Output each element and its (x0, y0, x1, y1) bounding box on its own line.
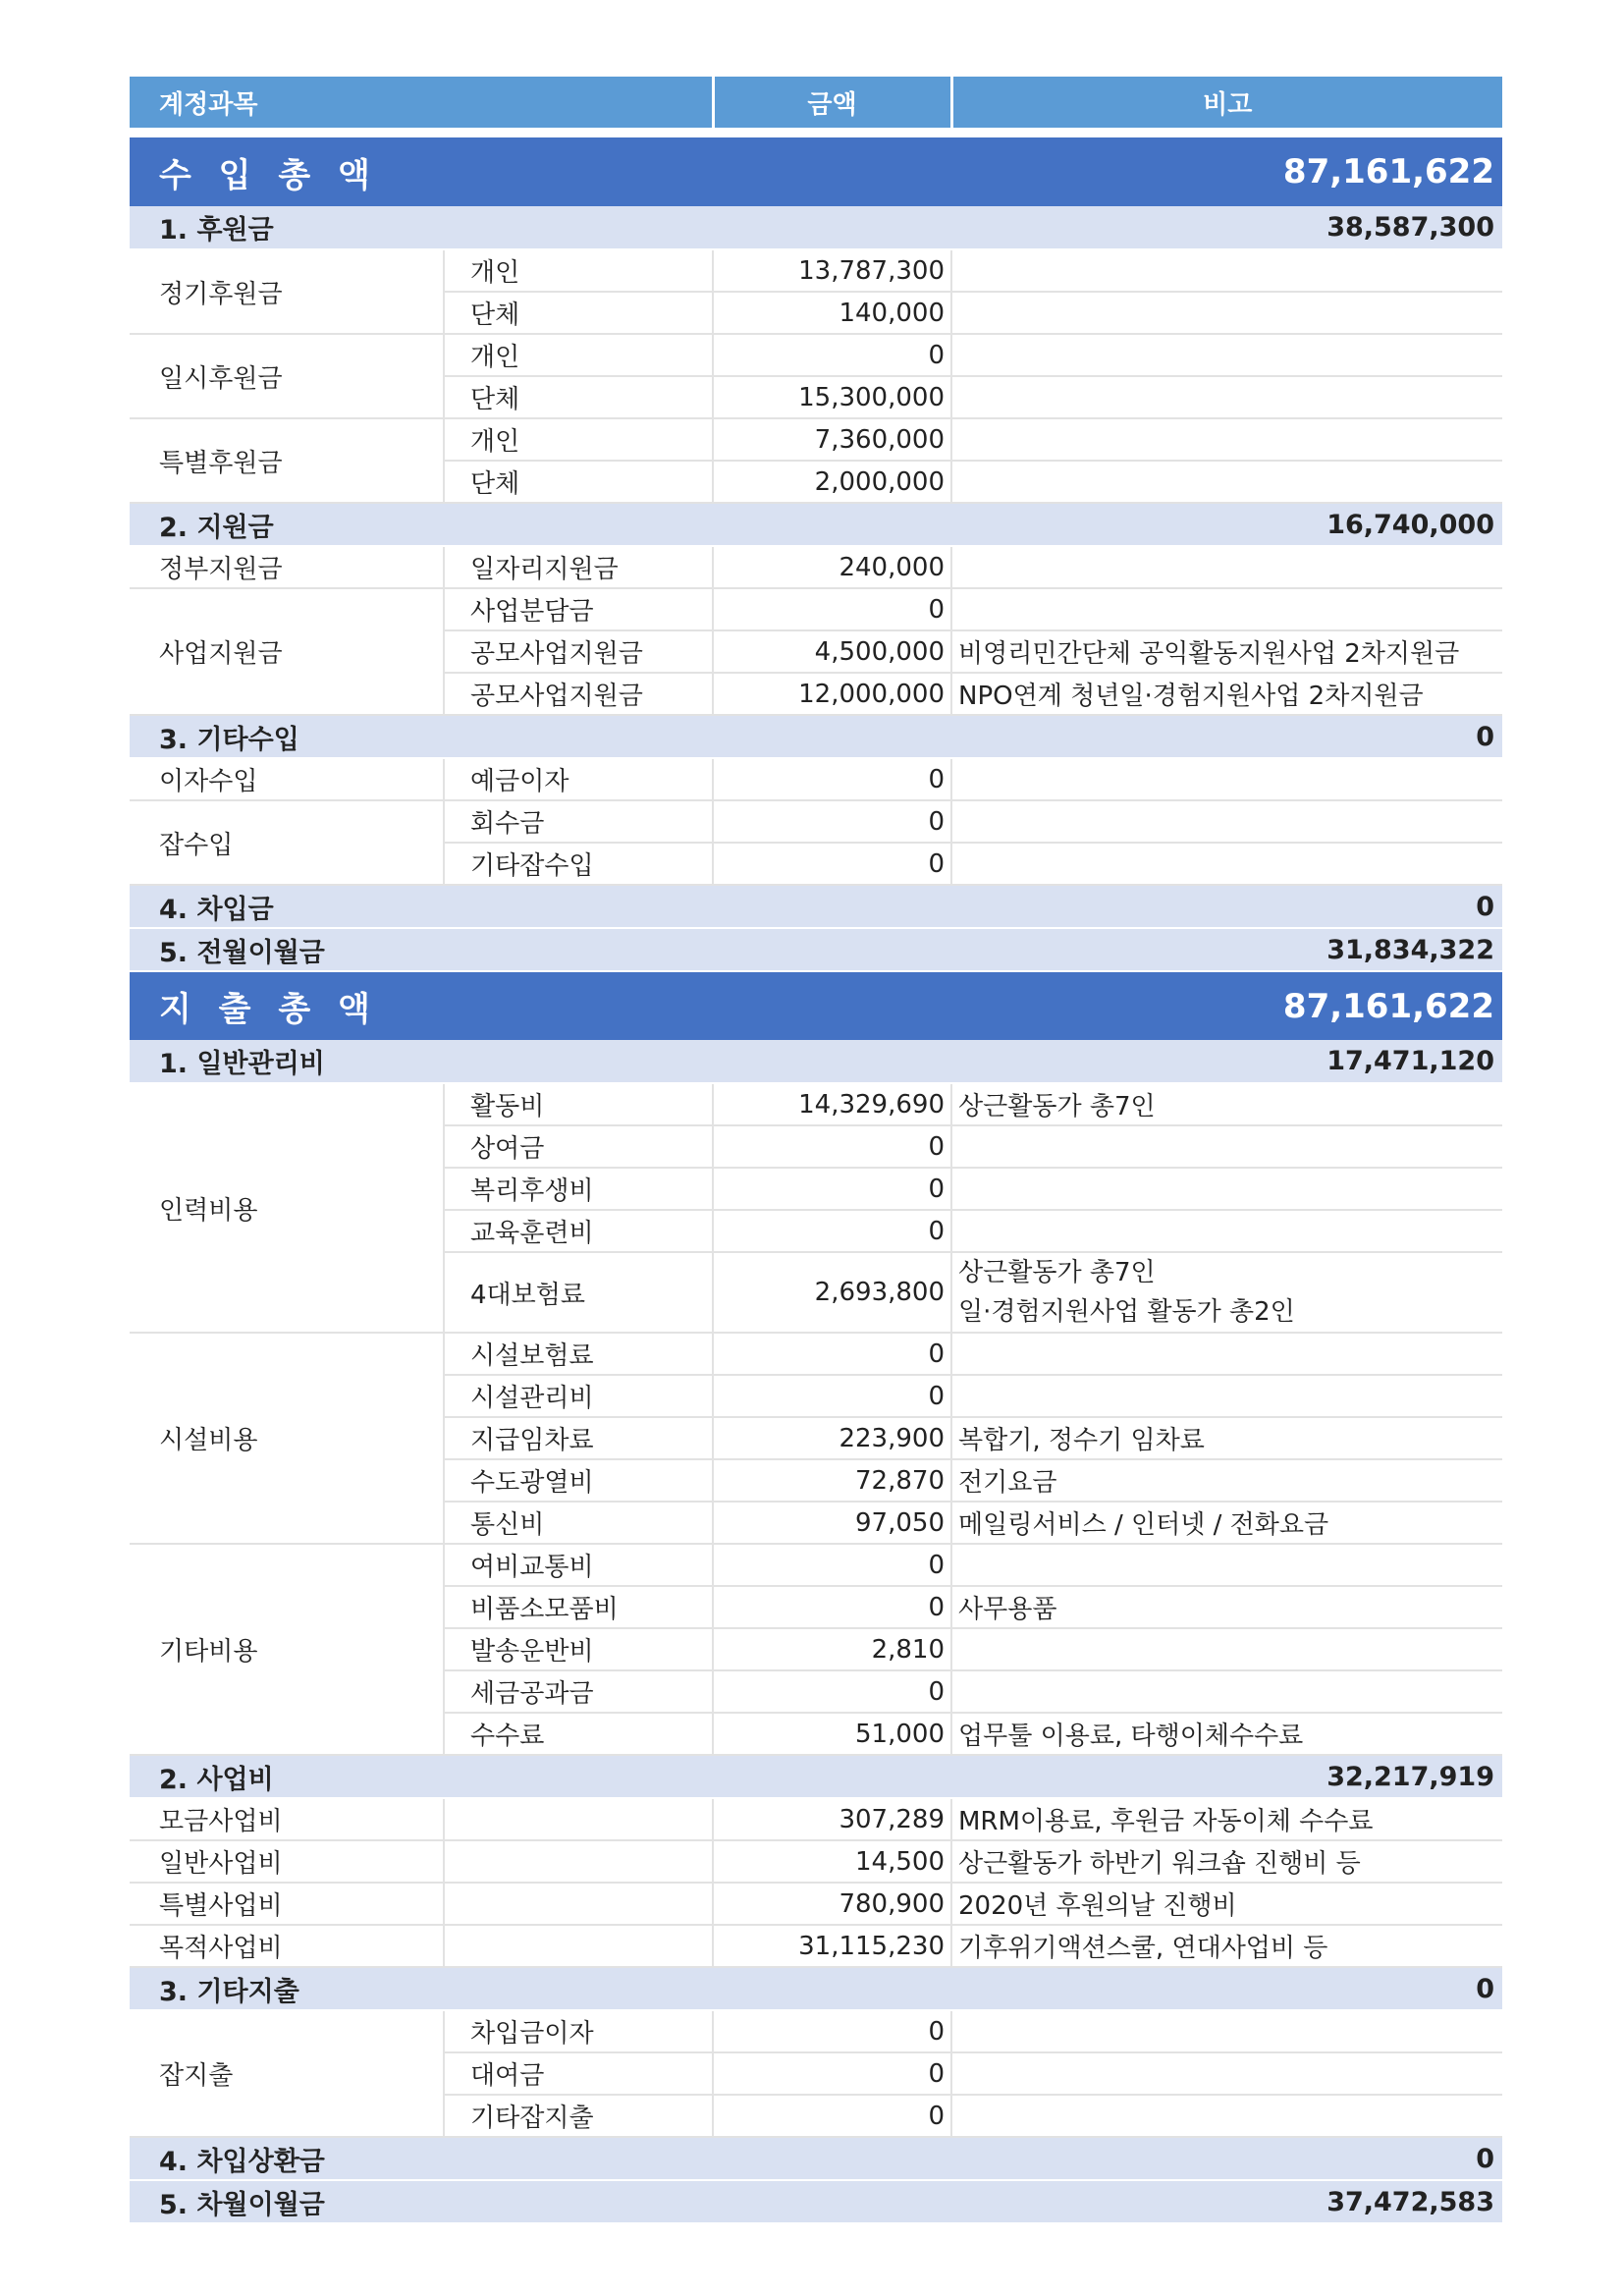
amount-cell: 14,329,690 (713, 1083, 951, 1125)
category-cell: 일반사업비 (130, 1840, 444, 1883)
note-cell (951, 461, 1502, 503)
header-account: 계정과목 (130, 77, 713, 128)
subcategory-cell: 개인 (444, 334, 713, 376)
note-cell: 2020년 후원의날 진행비 (951, 1883, 1502, 1925)
category-cell: 사업지원금 (130, 588, 444, 715)
category-cell: 일시후원금 (130, 334, 444, 418)
note-cell (951, 1168, 1502, 1210)
section-value: 17,471,120 (713, 1040, 1502, 1083)
subcategory-cell: 단체 (444, 461, 713, 503)
subcategory-cell: 여비교통비 (444, 1544, 713, 1586)
section-value: 16,740,000 (713, 503, 1502, 546)
subcategory-cell: 사업분담금 (444, 588, 713, 630)
amount-cell: 0 (713, 1544, 951, 1586)
subcategory-cell (444, 1840, 713, 1883)
note-cell: 상근활동가 총7인 (951, 1083, 1502, 1125)
section-value: 0 (713, 2137, 1502, 2180)
section-row (130, 1040, 1502, 1083)
subcategory-cell: 대여금 (444, 2052, 713, 2095)
amount-cell: 0 (713, 2010, 951, 2052)
amount-cell: 13,787,300 (713, 249, 951, 292)
category-cell: 정부지원금 (130, 546, 444, 588)
note-cell (951, 1252, 1502, 1333)
section-row (130, 1967, 1502, 2010)
section-label: 3. 기타수입 (130, 715, 713, 758)
note-line: 일·경험지원사업 활동가 총2인 (958, 1297, 1295, 1327)
category-cell: 잡지출 (130, 2010, 444, 2137)
income-total-label: 수 입 총 액 (130, 137, 713, 206)
section-row (130, 1755, 1502, 1798)
table-row (130, 1333, 1502, 1375)
table-row (130, 249, 1502, 292)
amount-cell: 0 (713, 1125, 951, 1168)
note-cell (951, 758, 1502, 800)
subcategory-cell: 발송운반비 (444, 1628, 713, 1670)
subcategory-cell: 4대보험료 (444, 1252, 713, 1333)
amount-cell: 223,900 (713, 1417, 951, 1459)
note-cell (951, 2095, 1502, 2137)
note-cell (951, 376, 1502, 418)
amount-cell: 0 (713, 1586, 951, 1628)
table-row (130, 1544, 1502, 1586)
subcategory-cell: 지급임차료 (444, 1417, 713, 1459)
section-value: 0 (713, 1967, 1502, 2010)
table-row (130, 546, 1502, 588)
note-cell (951, 1670, 1502, 1713)
section-value: 31,834,322 (713, 928, 1502, 971)
subcategory-cell: 세금공과금 (444, 1670, 713, 1713)
note-cell (951, 800, 1502, 843)
subcategory-cell: 회수금 (444, 800, 713, 843)
note-cell (951, 1125, 1502, 1168)
note-cell (951, 546, 1502, 588)
section-row (130, 928, 1502, 971)
amount-cell: 7,360,000 (713, 418, 951, 461)
amount-cell: 0 (713, 1168, 951, 1210)
section-row (130, 885, 1502, 928)
note-cell: MRM이용료, 후원금 자동이체 수수료 (951, 1798, 1502, 1840)
table-row (130, 334, 1502, 376)
amount-cell: 0 (713, 800, 951, 843)
table-row (130, 1840, 1502, 1883)
amount-cell: 0 (713, 1210, 951, 1252)
subcategory-cell: 상여금 (444, 1125, 713, 1168)
section-value: 38,587,300 (713, 206, 1502, 249)
spacer (130, 128, 1502, 137)
category-cell: 시설비용 (130, 1333, 444, 1544)
subcategory-cell: 개인 (444, 418, 713, 461)
amount-cell: 31,115,230 (713, 1925, 951, 1967)
section-label: 1. 일반관리비 (130, 1040, 713, 1083)
subcategory-cell: 일자리지원금 (444, 546, 713, 588)
category-cell: 인력비용 (130, 1083, 444, 1333)
amount-cell: 0 (713, 2095, 951, 2137)
amount-cell: 140,000 (713, 292, 951, 334)
category-cell: 특별사업비 (130, 1883, 444, 1925)
note-cell: 상근활동가 하반기 워크숍 진행비 등 (951, 1840, 1502, 1883)
note-cell (951, 334, 1502, 376)
subcategory-cell: 예금이자 (444, 758, 713, 800)
note-cell: 전기요금 (951, 1459, 1502, 1502)
table-row (130, 1883, 1502, 1925)
note-cell (951, 1375, 1502, 1417)
section-value: 0 (713, 715, 1502, 758)
note-cell: 비영리민간단체 공익활동지원사업 2차지원금 (951, 630, 1502, 673)
amount-cell: 2,693,800 (713, 1252, 951, 1333)
table-row (130, 588, 1502, 630)
amount-cell: 2,000,000 (713, 461, 951, 503)
subcategory-cell: 수수료 (444, 1713, 713, 1755)
section-label: 5. 전월이월금 (130, 928, 713, 971)
amount-cell: 0 (713, 843, 951, 885)
table-row (130, 758, 1502, 800)
note-cell (951, 1544, 1502, 1586)
note-line: 상근활동가 총7인 (958, 1258, 1156, 1287)
note-cell (951, 588, 1502, 630)
subcategory-cell: 비품소모품비 (444, 1586, 713, 1628)
note-cell (951, 843, 1502, 885)
table-row (130, 418, 1502, 461)
section-row (130, 715, 1502, 758)
table-row (130, 1083, 1502, 1125)
subcategory-cell: 교육훈련비 (444, 1210, 713, 1252)
note-cell: 사무용품 (951, 1586, 1502, 1628)
subcategory-cell: 차입금이자 (444, 2010, 713, 2052)
section-label: 1. 후원금 (130, 206, 713, 249)
note-cell: 기후위기액션스쿨, 연대사업비 등 (951, 1925, 1502, 1967)
subcategory-cell: 수도광열비 (444, 1459, 713, 1502)
subcategory-cell: 활동비 (444, 1083, 713, 1125)
note-cell (951, 1333, 1502, 1375)
note-cell (951, 2010, 1502, 2052)
section-label: 4. 차입금 (130, 885, 713, 928)
table-header (130, 77, 1502, 128)
amount-cell: 72,870 (713, 1459, 951, 1502)
subcategory-cell: 개인 (444, 249, 713, 292)
header-note: 비고 (951, 77, 1502, 128)
amount-cell: 0 (713, 1375, 951, 1417)
section-row (130, 503, 1502, 546)
amount-cell: 0 (713, 758, 951, 800)
subcategory-cell: 시설관리비 (444, 1375, 713, 1417)
amount-cell: 14,500 (713, 1840, 951, 1883)
section-row (130, 2180, 1502, 2223)
amount-cell: 307,289 (713, 1798, 951, 1840)
note-cell: 메일링서비스 / 인터넷 / 전화요금 (951, 1502, 1502, 1544)
note-cell (951, 249, 1502, 292)
note-cell: NPO연계 청년일·경험지원사업 2차지원금 (951, 673, 1502, 715)
section-label: 2. 지원금 (130, 503, 713, 546)
expense-total-label: 지 출 총 액 (130, 971, 713, 1040)
table-row (130, 800, 1502, 843)
amount-cell: 240,000 (713, 546, 951, 588)
category-cell: 기타비용 (130, 1544, 444, 1755)
amount-cell: 15,300,000 (713, 376, 951, 418)
table-row (130, 1925, 1502, 1967)
category-cell: 모금사업비 (130, 1798, 444, 1840)
amount-cell: 12,000,000 (713, 673, 951, 715)
category-cell: 목적사업비 (130, 1925, 444, 1967)
note-cell: 복합기, 정수기 임차료 (951, 1417, 1502, 1459)
subcategory-cell: 공모사업지원금 (444, 630, 713, 673)
expense-total-row (130, 971, 1502, 1040)
income-total-value: 87,161,622 (713, 137, 1502, 206)
header-amount: 금액 (713, 77, 951, 128)
expense-total-value: 87,161,622 (713, 971, 1502, 1040)
section-row (130, 206, 1502, 249)
amount-cell: 2,810 (713, 1628, 951, 1670)
subcategory-cell (444, 1883, 713, 1925)
note-cell (951, 2052, 1502, 2095)
income-total-row (130, 137, 1502, 206)
subcategory-cell (444, 1798, 713, 1840)
note-cell (951, 1210, 1502, 1252)
section-label: 2. 사업비 (130, 1755, 713, 1798)
section-value: 0 (713, 885, 1502, 928)
section-label: 5. 차월이월금 (130, 2180, 713, 2223)
subcategory-cell: 기타잡지출 (444, 2095, 713, 2137)
note-cell (951, 292, 1502, 334)
budget-table (130, 77, 1502, 2224)
category-cell: 정기후원금 (130, 249, 444, 334)
table-row (130, 2010, 1502, 2052)
note-cell (951, 418, 1502, 461)
subcategory-cell (444, 1925, 713, 1967)
section-value: 37,472,583 (713, 2180, 1502, 2223)
amount-cell: 51,000 (713, 1713, 951, 1755)
amount-cell: 0 (713, 2052, 951, 2095)
category-cell: 특별후원금 (130, 418, 444, 503)
amount-cell: 0 (713, 588, 951, 630)
note-cell (951, 1628, 1502, 1670)
subcategory-cell: 통신비 (444, 1502, 713, 1544)
subcategory-cell: 기타잡수입 (444, 843, 713, 885)
amount-cell: 4,500,000 (713, 630, 951, 673)
amount-cell: 0 (713, 1670, 951, 1713)
subcategory-cell: 복리후생비 (444, 1168, 713, 1210)
section-label: 4. 차입상환금 (130, 2137, 713, 2180)
subcategory-cell: 공모사업지원금 (444, 673, 713, 715)
category-cell: 잡수입 (130, 800, 444, 885)
amount-cell: 0 (713, 1333, 951, 1375)
amount-cell: 780,900 (713, 1883, 951, 1925)
subcategory-cell: 단체 (444, 376, 713, 418)
table-row (130, 1798, 1502, 1840)
amount-cell: 97,050 (713, 1502, 951, 1544)
subcategory-cell: 단체 (444, 292, 713, 334)
section-label: 3. 기타지출 (130, 1967, 713, 2010)
amount-cell: 0 (713, 334, 951, 376)
note-cell: 업무툴 이용료, 타행이체수수료 (951, 1713, 1502, 1755)
subcategory-cell: 시설보험료 (444, 1333, 713, 1375)
section-value: 32,217,919 (713, 1755, 1502, 1798)
category-cell: 이자수입 (130, 758, 444, 800)
section-row (130, 2137, 1502, 2180)
